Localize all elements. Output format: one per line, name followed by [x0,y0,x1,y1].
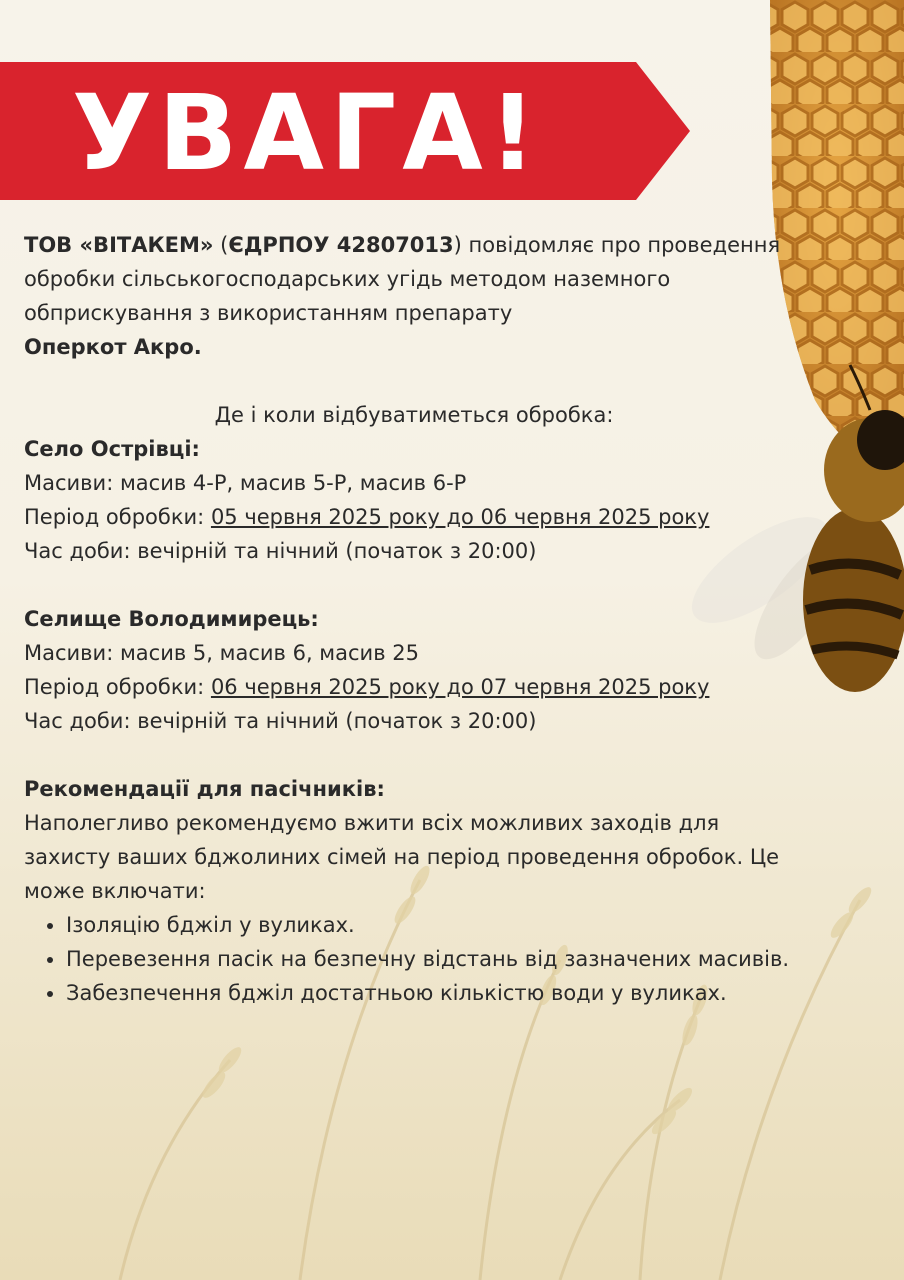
edrpou-open: ( [213,233,229,257]
list-item: • Забезпечення бджіл достатньою кількістю води у вуликах. [66,976,804,1010]
location-1-period-line [24,500,804,534]
location-1-name: Село Острівці: [24,437,200,461]
recommendations-text: Наполегливо рекомендуємо вжити всіх можливих заходів для захисту ваших бджолиних сімей на період проведення обробок. Це може включати: [24,811,780,903]
location-1-massifs: Масиви: масив 4-Р, масив 5-Р, масив 6-Р [24,471,467,495]
location-1-period: 05 червня 2025 року до 06 червня 2025 року [210,505,710,529]
where-when-heading: Де і коли відбуватиметься обробка: [214,403,614,427]
location-2-period-line [24,670,804,704]
attention-banner [0,62,690,200]
intro-text: ) повідомляє про проведення обробки сільськогосподарських угідь методом наземного обприскування з використанням препарату [24,233,781,325]
edrpou-code: ЄДРПОУ 42807013 [228,233,454,257]
location-2-period-label: Період обробки: [24,675,211,699]
notice-content [24,228,804,1010]
location-2-massifs: Масиви: масив 5, масив 6, масив 25 [24,641,419,665]
location-1-time: Час доби: вечірній та нічний (початок з 20:00) [24,539,537,563]
intro-paragraph [24,228,804,364]
list-item: • Перевезення пасік на безпечну відстань від зазначених масивів. [66,942,804,976]
recommendations-title: Рекомендації для пасічників: [24,777,385,801]
product-name: Оперкот Акро. [24,335,202,359]
list-item: • Ізоляцію бджіл у вуликах. [66,908,804,942]
location-2-time: Час доби: вечірній та нічний (початок з 20:00) [24,709,537,733]
location-2-period: 06 червня 2025 року до 07 червня 2025 року [210,675,710,699]
recommendations-list [24,908,804,1010]
location-2-name: Селище Володимирець: [24,607,319,631]
banner-title: УВАГА! [72,72,543,194]
location-1-period-label: Період обробки: [24,505,211,529]
company-name: ТОВ «ВІТАКЕМ» [24,233,214,257]
